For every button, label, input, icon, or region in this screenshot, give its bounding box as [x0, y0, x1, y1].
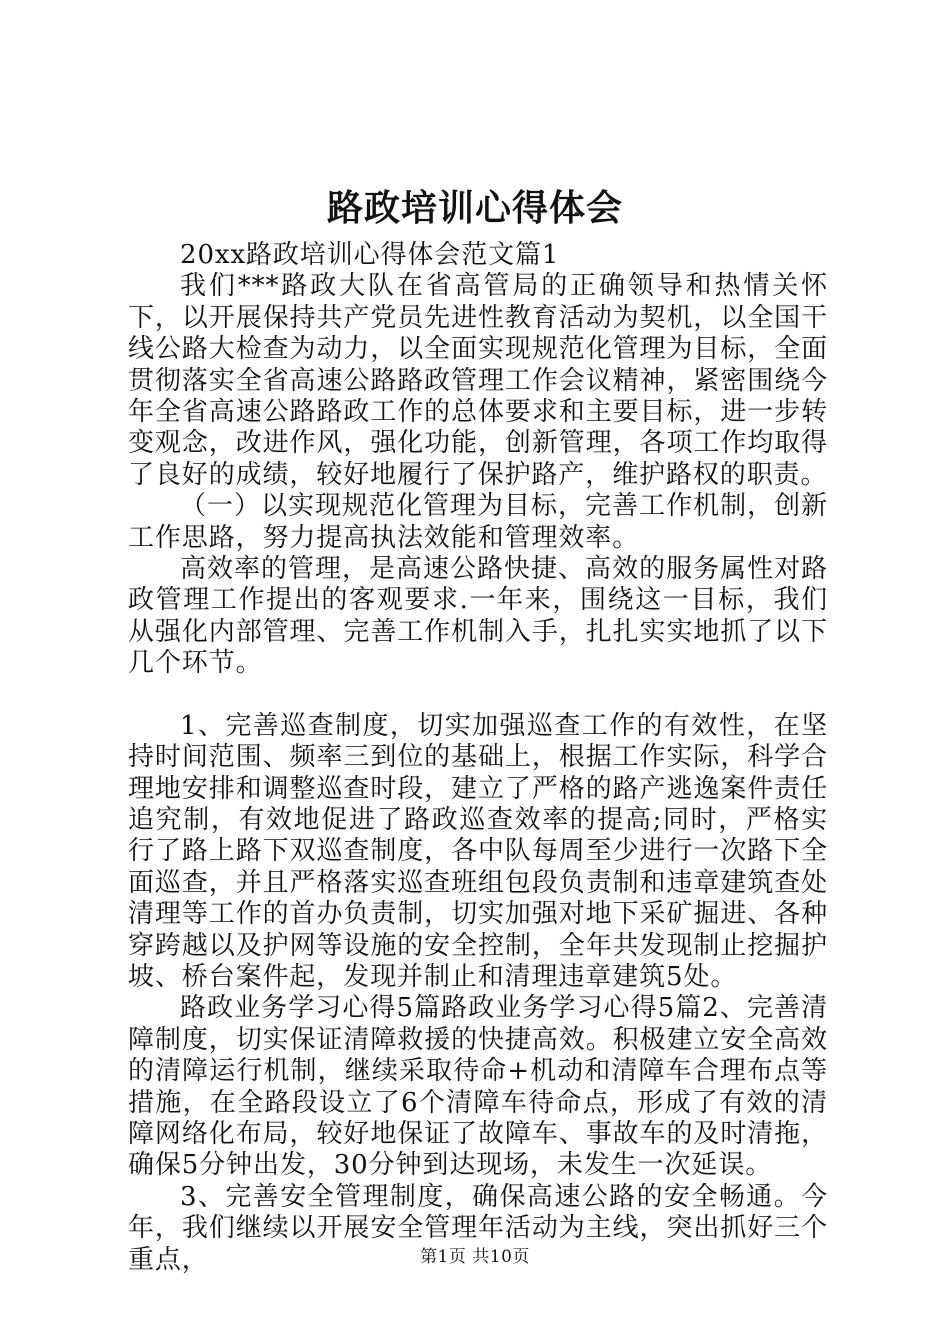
paragraph-intro: 我们***路政大队在省高管局的正确领导和热情关怀下，以开展保持共产党员先进性教育活动为契机，以全国干线公路大检查为动力，以全面实现规范化管理为目标，全面贯彻落实全省高速公路路政管理工作会议精神，紧密围绕今年全省高速公路路政工作的总体要求和主要目标，进一步转变观念，改进作风，强化功能，创新管理，各项工作均取得了良好的成绩，较好地履行了保护路产，维护路权的职责。 [128, 271, 828, 490]
paragraph-patrol: 1、完善巡查制度，切实加强巡查工作的有效性，在坚持时间范围、频率三到位的基础上，根据工作实际，科学合理地安排和调整巡查时段，建立了严格的路产逃逸案件责任追究制，有效地促进了路政巡查效率的提高;同时，严格实行了路上路下双巡查制度，各中队每周至少进行一次路下全面巡查，并且严格落实巡查班组包段负责制和违章建筑查处清理等工作的首办负责制，切实加强对地下采矿掘进、各种穿跨越以及护网等设施的安全控制，全年共发现制止挖掘护坡、桥台案件起，发现并制止和清理违章建筑5处。 [128, 710, 828, 992]
document-body [128, 240, 828, 1276]
page-footer: 第1页 共10页 [420, 1247, 530, 1267]
document-title: 路政培训心得体会 [326, 187, 623, 229]
paragraph-section-one: （一）以实现规范化管理为目标，完善工作机制，创新工作思路，努力提高执法效能和管理效率。 [128, 491, 828, 553]
paragraph-safety: 3、完善安全管理制度，确保高速公路的安全畅通。今年，我们继续以开展安全管理年活动为主线，突出抓好三个重点， [128, 1181, 828, 1275]
paragraph-clearance: 路政业务学习心得5篇路政业务学习心得5篇2、完善清障制度，切实保证清障救援的快捷高效。积极建立安全高效的清障运行机制，继续采取待命+机动和清障车合理布点等措施，在全路段设立了6个清障车待命点，形成了有效的清障网络化布局，较好地保证了故障车、事故车的及时清拖，确保5分钟出发，30分钟到达现场，未发生一次延误。 [128, 993, 828, 1181]
paragraph-efficiency: 高效率的管理，是高速公路快捷、高效的服务属性对路政管理工作提出的客观要求.一年来，围绕这一目标，我们从强化内部管理、完善工作机制入手，扎扎实实地抓了以下几个环节。 [128, 554, 828, 679]
paragraph-subtitle: 20xx路政培训心得体会范文篇1 [180, 240, 560, 270]
